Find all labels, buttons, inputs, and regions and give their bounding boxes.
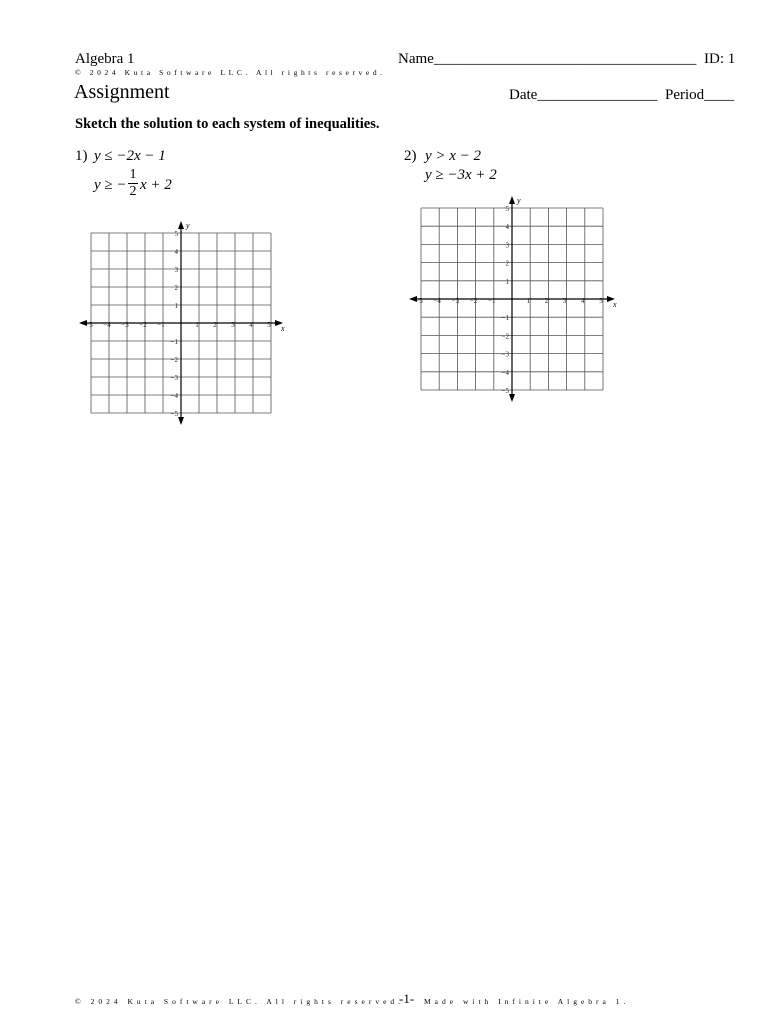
y-tick-label: 4 <box>505 223 509 232</box>
period-field-label: Period____ <box>665 87 735 103</box>
problem-number: 1) <box>75 148 88 164</box>
y-tick-label: −4 <box>170 392 178 400</box>
x-tick-label: −4 <box>433 297 441 305</box>
y-tick-label: 3 <box>505 241 509 250</box>
page-title: Assignment <box>74 81 170 103</box>
x-tick-label: −5 <box>415 297 423 305</box>
y-tick-label: 1 <box>505 277 509 286</box>
y-tick-label: −3 <box>170 374 178 382</box>
fraction-numerator: 1 <box>129 167 137 182</box>
inequality-1: y > x − 2 <box>425 148 482 164</box>
y-tick-label: −5 <box>501 387 509 395</box>
y-tick-label: 5 <box>174 230 178 238</box>
y-tick-label: −1 <box>170 338 178 346</box>
x-tick-label: 2 <box>544 297 549 305</box>
x-tick-label: 5 <box>599 297 603 305</box>
x-tick-label: −2 <box>139 321 147 329</box>
x-tick-label: −2 <box>469 297 478 305</box>
y-tick-label: −4 <box>501 368 509 377</box>
id-label: ID: 1 <box>704 51 736 67</box>
x-tick-label: 5 <box>267 321 271 329</box>
y-tick-label: 5 <box>505 205 509 213</box>
y-axis-arrow-down <box>509 394 515 402</box>
x-tick-label: 1 <box>526 297 530 305</box>
fraction-denominator: 2 <box>129 184 137 199</box>
course-name: Algebra 1 <box>75 51 135 67</box>
y-tick-label: −2 <box>170 356 178 364</box>
y-tick-label: 3 <box>174 266 178 274</box>
x-tick-label: 2 <box>213 321 217 329</box>
inequality-2-prefix: y ≥ − <box>94 177 127 193</box>
y-tick-label: 2 <box>505 259 509 268</box>
instructions: Sketch the solution to each system of inequalities. <box>75 116 380 132</box>
x-axis-label: x <box>613 300 617 309</box>
inequality-2: y ≥ −3x + 2 <box>425 167 497 183</box>
x-tick-label: −5 <box>85 321 93 329</box>
y-tick-label: 2 <box>174 284 178 292</box>
y-tick-label: −1 <box>501 314 509 323</box>
made-with-note: Made with Infinite Algebra 1. <box>424 997 630 1006</box>
x-tick-label: −1 <box>488 297 496 305</box>
name-field-label: Name___________________________________ <box>398 51 697 67</box>
problem-number: 2) <box>404 148 417 164</box>
page-number: -1- <box>399 991 415 1006</box>
copyright-footer: © 2024 Kuta Software LLC. All rights reserved. <box>75 997 405 1006</box>
x-tick-label: −3 <box>451 297 460 305</box>
x-tick-label: −3 <box>121 321 129 329</box>
x-tick-label: −1 <box>157 321 165 329</box>
y-tick-label: −2 <box>501 332 509 341</box>
x-tick-label: 4 <box>249 321 253 329</box>
inequality-2-suffix: x + 2 <box>140 177 172 193</box>
date-field-label: Date________________ <box>509 87 658 103</box>
copyright-header: © 2024 Kuta Software LLC. All rights reserved. <box>75 68 386 77</box>
x-tick-label: 3 <box>231 321 235 329</box>
x-axis-label: x <box>281 324 285 333</box>
x-tick-label: 1 <box>195 321 199 329</box>
x-tick-label: −4 <box>103 321 111 329</box>
inequality-1: y ≤ −2x − 1 <box>94 148 166 164</box>
y-axis-arrow-up <box>509 196 515 204</box>
x-tick-label: 4 <box>581 297 585 305</box>
x-tick-label: 3 <box>562 297 567 305</box>
y-tick-label: −5 <box>170 410 178 418</box>
y-tick-label: −3 <box>501 350 509 359</box>
y-axis-label: y <box>186 221 190 230</box>
y-axis-label: y <box>517 196 521 205</box>
y-tick-label: 1 <box>174 302 178 310</box>
y-tick-label: 4 <box>174 248 178 256</box>
